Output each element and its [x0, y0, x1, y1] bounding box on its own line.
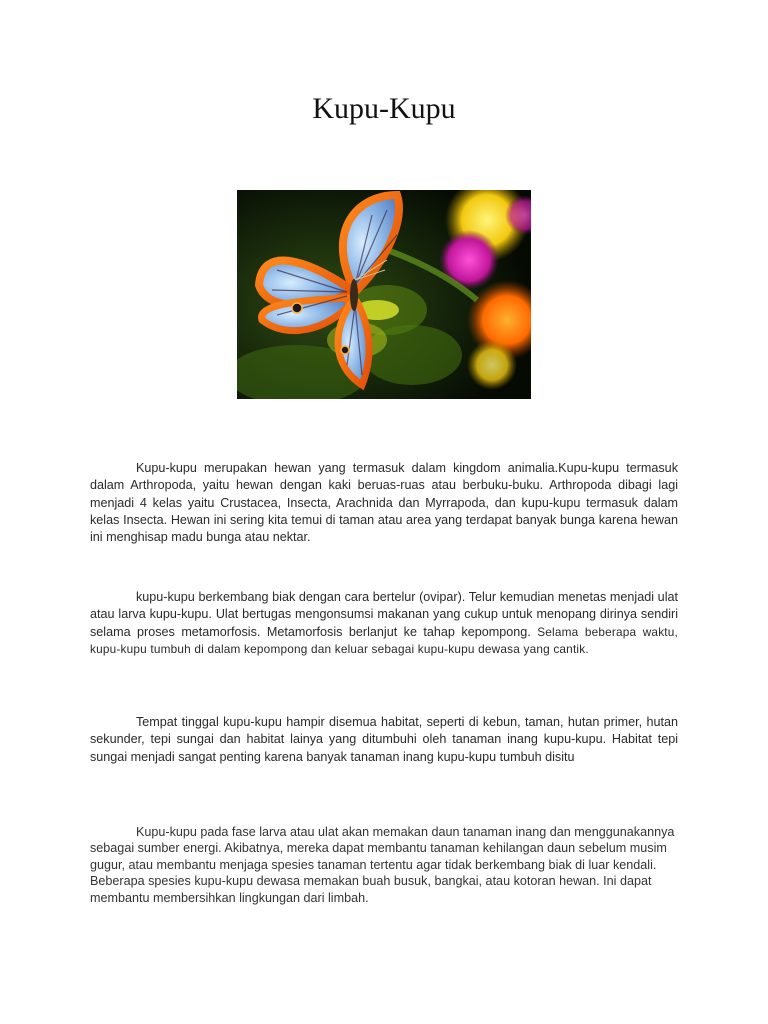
paragraph-1: [90, 460, 678, 546]
paragraph-3-text: Tempat tinggal kupu-kupu hampir disemua habitat, seperti di kebun, taman, hutan primer, hutan sekunder, tepi sungai dan habitat lainya yang ditumbuhi oleh tanaman inang kupu-kupu. Habitat tepi sungai menjadi sangat penting karena banyak tanaman inang kupu-kupu tumbuh disitu: [90, 715, 678, 764]
butterfly-photo: [237, 190, 531, 399]
paragraph-4-text: Kupu-kupu pada fase larva atau ulat akan memakan daun tanaman inang dan menggunakannya sebagai sumber energi. Akibatnya, mereka dapat membantu tanaman kehilangan daun sebelum musim gugur, atau membantu menjaga spesies tanaman tertentu agar tidak berkembang biak di luar kendali. Beberapa spesies kupu-kupu dewasa memakan buah busuk, bangkai, atau kotoran hewan. Ini dapat membantu membersihkan lingkungan dari limbah.: [90, 825, 675, 905]
paragraph-4: [90, 824, 678, 906]
paragraph-2: [90, 589, 678, 658]
page-title: Kupu-Kupu: [312, 92, 456, 125]
paragraph-3: [90, 714, 678, 766]
paragraph-2-small-text: Selama beberapa waktu, kupu-kupu tumbuh di dalam kepompong dan keluar sebagai kupu-kupu dewasa yang cantik.: [90, 624, 679, 656]
paragraph-1-text: Kupu-kupu merupakan hewan yang termasuk dalam kingdom animalia.Kupu-kupu termasuk dalam Arthropoda, yaitu hewan dengan kaki beruas-ruas atau berbuku-buku. Arthropoda dibagi lagi menjadi 4 kelas yaitu Crustacea, Insecta, Arachnida dan Myrrapoda, dan kupu-kupu termasuk dalam kelas Insecta. Hewan ini sering kita temui di taman atau area yang terdapat banyak bunga karena hewan ini menghisap madu bunga atau nektar.: [90, 461, 678, 545]
butterfly-icon: [237, 190, 531, 399]
paragraph-2-text: kupu-kupu berkembang biak dengan cara bertelur (ovipar). Telur kemudian menetas menjadi ulat atau larva kupu-kupu. Ulat bertugas mengonsumsi makanan yang cukup untuk menopang dirinya sendiri selama proses metamorfosis. Metamorfosis berlanjut ke tahap kepompong.: [90, 590, 678, 639]
